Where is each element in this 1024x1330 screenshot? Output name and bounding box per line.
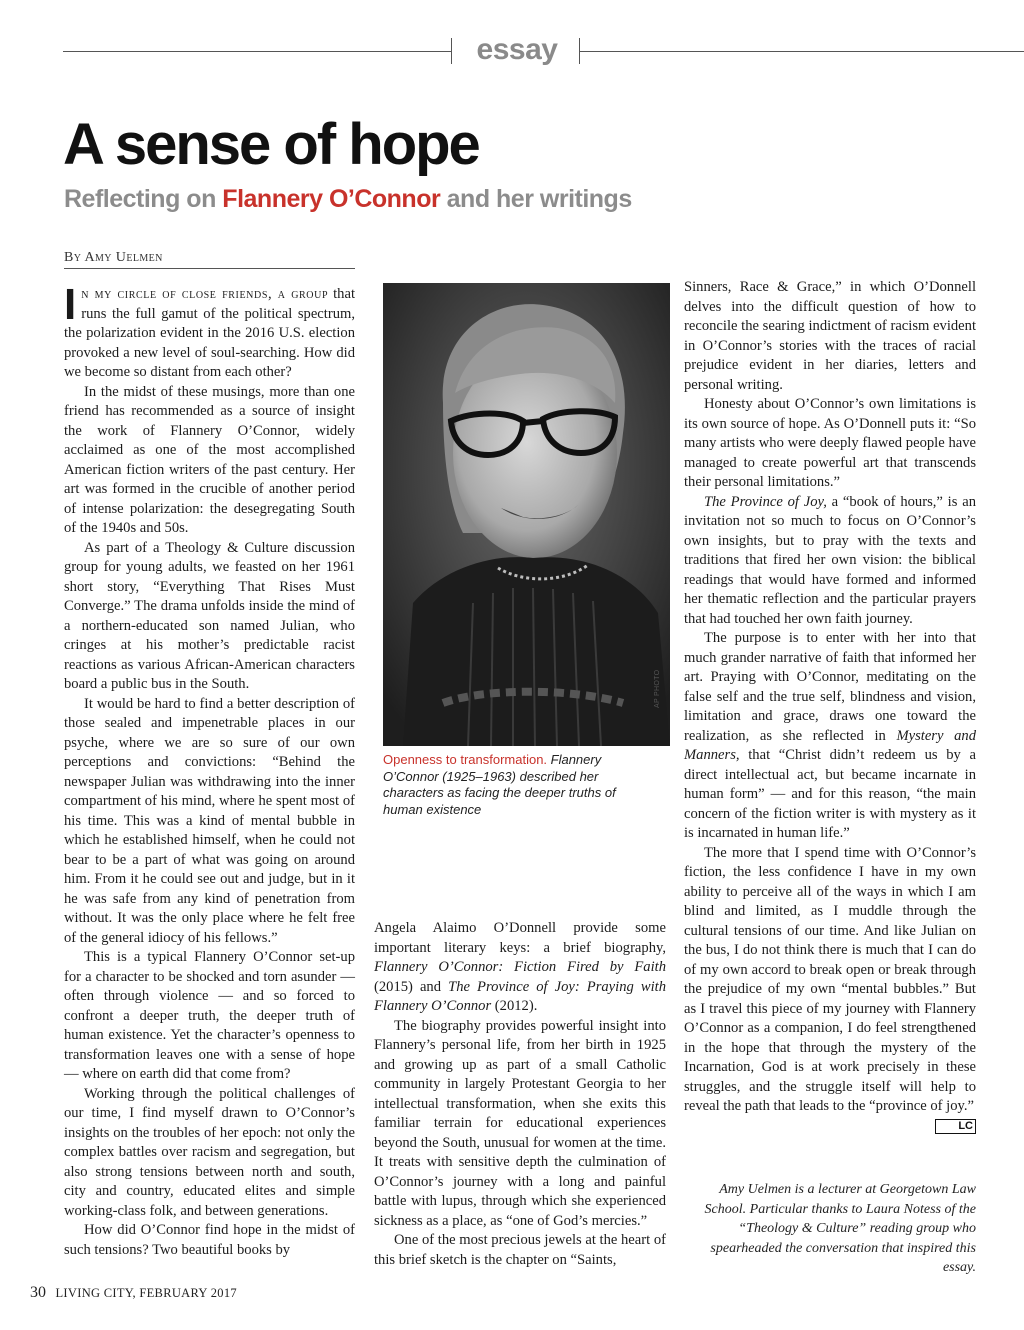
- paragraph-text: (2015) and: [374, 978, 449, 995]
- byline: By Amy Uelmen: [64, 250, 355, 269]
- column-2: [374, 919, 666, 1270]
- paragraph: In the midst of these musings, more than one friend has recommended as a source of insight the work of Flannery O’Connor, widely acclaimed as one of the most accomplished American fiction writers of the past century. Her art was formed in the crucible of another period of intense polarization: the desegregating South of the 1940s and 50s.: [64, 383, 355, 536]
- end-mark-logo: LC: [935, 1119, 976, 1134]
- paragraph: Sinners, Race & Grace,” in which O’Donnell delves into the difficult question of how to reconcile the searing indictment of racism evident in O’Connor’s stories with the traces of racial prejudice evident in her diaries, letters and personal writing.: [684, 279, 976, 393]
- photo-credit: AP PHOTO: [654, 669, 661, 708]
- paragraph-text: The purpose is to enter with her into that much grander narrative of faith that informed her art. Praying with O’Connor, meditating on the false self and the true self, blindness and vision, limitation and grace, draws one toward the realization, as she reflected in: [684, 630, 976, 744]
- portrait-image: [383, 283, 670, 746]
- book-title: Mystery and Manners,: [684, 727, 976, 763]
- caption-body: Flannery O’Connor (1925–1963) described her characters as facing the deeper truths of human existence: [383, 752, 616, 817]
- paragraph: [374, 919, 666, 1017]
- paragraph: [684, 629, 976, 844]
- paragraph-text: a “book of hours,” is an invitation not so much to focus on O’Connor’s own insights, but to pray with the texts and traditions that fired her own vision: the biblical readings that would have formed and informed her thematic reflection and the particular prayers that had touched her own faith journey.: [684, 493, 976, 627]
- caption-lead: Openness to transformation.: [383, 752, 548, 767]
- paragraph-text: (2012).: [491, 998, 538, 1014]
- subhead-pre: Reflecting on: [64, 185, 223, 213]
- paragraph: [684, 844, 976, 1132]
- column-1: [64, 280, 355, 1260]
- book-title: The Province of Joy,: [704, 493, 827, 510]
- section-rule-tick-left: [451, 38, 452, 64]
- paragraph-text: that “Christ didn’t redeem us by a direct intellectual act, but became incarnate in human form” — and for this reason, “the main concern of the fiction writer is with mystery as it is incarnated in human life.”: [684, 747, 976, 841]
- paragraph: This is a typical Flannery O’Connor set-up for a character to be shocked and torn asunder — often through violence — and so forced to confront a deeper truth, the deeper truth of human existence. Yet the character’s openness to transformation leaves one with a sense of hope — where on earth did that come from?: [64, 949, 355, 1082]
- paragraph: It would be hard to find a better description of those sealed and impenetrable places in our psyche, where we are so sure of our own perceptions and convictions: “Behind the newspaper Julian was withdrawing into the inner compartment of his mind, where he spent most of his time. This was a kind of mental bubble in which he established himself, when he could not bear to be a part of what was going on around him. From it he could see out and judge, but in it he was safe from any kind of penetration from without. It was the only place where he felt free of the general idiocy of his fellows.”: [64, 695, 355, 946]
- column-3: [684, 278, 976, 1134]
- paragraph: Honesty about O’Connor’s own limitations is its own source of hope. As O’Donnell puts it: “So many artists who were deeply flawed people have managed to create powerful art that transcends their personal limitations.”: [684, 396, 976, 490]
- subhead-post: and her writings: [440, 185, 632, 213]
- page-footer: [30, 1284, 237, 1302]
- page-number: 30: [30, 1284, 46, 1301]
- portrait-photo: [383, 283, 670, 746]
- paragraph: Working through the political challenges of our time, I find myself drawn to O’Connor’s insights on the troubles of her epoch: not only the complex battles over racism and segregation, but also strong tensions between north and south, city and country, educated elites and simple working-class folk, and between generations.: [64, 1085, 355, 1219]
- book-title: The Province of Joy: Praying with Flannery O’Connor: [374, 978, 666, 1014]
- subhead-name: Flannery O’Connor: [222, 185, 441, 213]
- paragraph: [64, 280, 355, 383]
- paragraph: How did O’Connor find hope in the midst of such tensions? Two beautiful books by: [64, 1222, 355, 1258]
- drop-cap: I: [64, 280, 77, 329]
- paragraph-text: that runs the full gamut of the political spectrum, the polarization evident in the 2016 U.S. election provoked a new level of soul-searching. How did we become so distant from each other?: [64, 286, 355, 380]
- paragraph: [684, 493, 976, 630]
- section-rule-right: [579, 51, 1024, 52]
- paragraph-text: The more that I spend time with O’Connor’s fiction, the less confidence I have in my own ability to perceive all of the ways in which I am blind and limited, as I muddle through the cultural tensions of our time. And like Julian on the bus, I do not think there is much that I can do of my own accord to break open or break through the prejudice of my own “mental bubbles.” But as I travel this piece of my journey with Flannery O’Connor as a companion, I do feel strengthened in the hope that through the mystery of the Incarnation, God is at work precisely in these struggles, and the struggle itself will help to reveal the path that leads to the “province of joy.”: [684, 844, 976, 1114]
- subhead: [64, 181, 632, 217]
- section-rule-left: [63, 51, 451, 52]
- author-bio: Amy Uelmen is a lecturer at Georgetown Law School. Particular thanks to Laura Notess of the “Theology & Culture” reading group who spearheaded the conversation that inspired this essay.: [704, 1182, 976, 1275]
- photo-caption: [383, 752, 628, 818]
- lead-in: n my circle of close friends, a group: [81, 286, 329, 302]
- publication-info: LIVING CITY, FEBRUARY 2017: [55, 1286, 237, 1300]
- paragraph: One of the most precious jewels at the heart of this brief sketch is the chapter on “Saints,: [374, 1232, 666, 1268]
- paragraph: As part of a Theology & Culture discussion group for young adults, we feasted on her 1961 short story, “Everything That Rises Must Converge.” The drama unfolds inside the mind of a northern-educated son named Julian, who cringes at his mother’s predictable racist reactions as various African-American characters board a public bus in the South.: [64, 539, 355, 692]
- headline: A sense of hope: [63, 112, 479, 177]
- paragraph-text: Angela Alaimo O’Donnell provide some important literary keys: a brief biography,: [374, 920, 666, 956]
- paragraph: The biography provides powerful insight into Flannery’s personal life, from her birth in 1925 and growing up as part of a small Catholic community in largely Protestant Georgia to her intellectual transformation, when she exits this familiar terrain for educational experiences beyond the South, unusual for women at the time. It treats with sensitive depth the culmination of O’Connor’s journey with a long and painful battle with lupus, through which she experienced sickness as a place, as “one of God’s mercies.”: [374, 1017, 666, 1229]
- book-title: Flannery O’Connor: Fiction Fired by Faith: [374, 959, 666, 975]
- section-label: essay: [476, 33, 558, 66]
